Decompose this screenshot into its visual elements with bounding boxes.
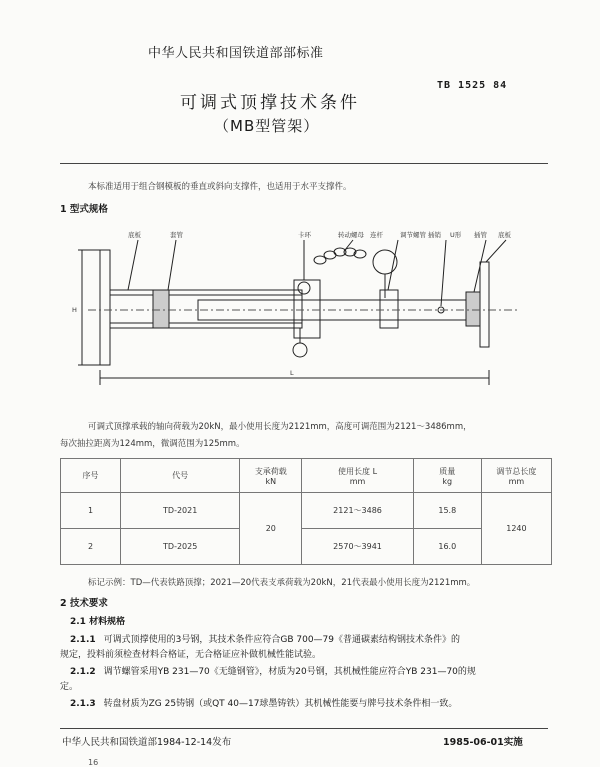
left-base-plate <box>100 250 110 365</box>
cell-adjust: 1240 <box>481 493 551 565</box>
th-mass: 质量 kg <box>413 459 481 493</box>
standard-body: 中华人民共和国铁道部部标准 <box>148 46 324 61</box>
clause-2-1-2-cont: 定。 <box>60 682 79 692</box>
header-divider <box>60 163 548 164</box>
th-code: 代号 <box>121 459 240 493</box>
section-1-heading: 1 型式规格 <box>60 204 108 215</box>
th-length: 使用长度 L mm <box>302 459 413 493</box>
th-adjust: 调节总长度 mm <box>481 459 551 493</box>
clause-2-1-1-cont: 规定，投料前须检查材料合格证，无合格证应补做机械性能试验。 <box>60 650 322 660</box>
standard-number: TB 1525 84 <box>437 80 508 91</box>
th-load: 支承荷载 kN <box>240 459 302 493</box>
spec-paragraph-line2: 每次抽拉距离为124mm，微调范围为125mm。 <box>60 439 245 449</box>
dimension-height-label: H <box>72 306 77 314</box>
fig-label-pin: 插销 <box>428 231 441 239</box>
prop-drawing <box>58 220 548 392</box>
section-2-heading: 2 技术要求 <box>60 598 108 609</box>
page-number: 16 <box>88 758 99 767</box>
fig-label-swivel-nut: 转动螺母 <box>338 231 364 239</box>
issue-statement: 中华人民共和国铁道部1984-12-14发布 <box>62 737 232 748</box>
fig-label-clamp: 卡环 <box>298 231 311 239</box>
footer-divider <box>60 728 548 729</box>
mark-example: 标记示例：TD—代表铁路顶撑；2021—20代表支承荷载为20kN，21代表最小使用长度为2121mm。 <box>88 578 476 588</box>
fig-label-insert-tube: 插管 <box>474 231 487 239</box>
fig-label-base-plate: 底板 <box>128 231 141 239</box>
fig-label-u-shape: U形 <box>450 231 462 239</box>
clause-2-1-2: 2.1.2 调节螺管采用YB 231—70《无缝钢管》，材质为20号钢，其机械性能应符合YB 231—70的规 <box>70 667 476 677</box>
clause-2-1-3: 2.1.3 转盘材质为ZG 25铸钢（或QT 40—17球墨铸铁）其机械性能要与牌号技术条件相一致。 <box>70 699 458 709</box>
right-base-plate <box>480 262 489 347</box>
fig-label-adjust-tube: 调节螺管 <box>400 231 426 239</box>
document-subtitle: （MB型管架） <box>214 117 320 135</box>
adjust-nut <box>380 290 398 328</box>
spec-paragraph-line1: 可调式顶撑承载的轴向荷载为20kN，最小使用长度为2121mm，高度可调范围为2121～3486mm， <box>88 422 472 432</box>
implementation-date: 1985-06-01实施 <box>443 737 523 748</box>
document-title: 可调式顶撑技术条件 <box>180 93 360 113</box>
dimension-length-label: L <box>290 369 294 377</box>
fig-label-link: 连杆 <box>370 231 383 239</box>
outer-sleeve <box>110 290 302 328</box>
hinge <box>293 343 307 357</box>
section-2-1-heading: 2.1 材料规格 <box>70 617 126 627</box>
th-no: 序号 <box>61 459 121 493</box>
clause-2-1-1: 2.1.1 可调式顶撑使用的3号钢，其技术条件应符合GB 700—79《普通碳素结构钢技术条件》的 <box>70 635 460 645</box>
fig-label-base-plate-right: 底板 <box>498 231 511 239</box>
intro-paragraph: 本标准适用于组合钢模板的垂直或斜向支撑件，也适用于水平支撑件。 <box>88 182 352 192</box>
spec-table <box>60 458 552 565</box>
table-row: 1 TD-2021 20 2121～3486 15.8 1240 <box>61 493 552 529</box>
chain <box>314 248 366 264</box>
fig-label-sleeve: 套管 <box>170 231 183 239</box>
table-row: 2 TD-2025 2570～3941 16.0 <box>61 529 552 565</box>
cell-load: 20 <box>240 493 302 565</box>
